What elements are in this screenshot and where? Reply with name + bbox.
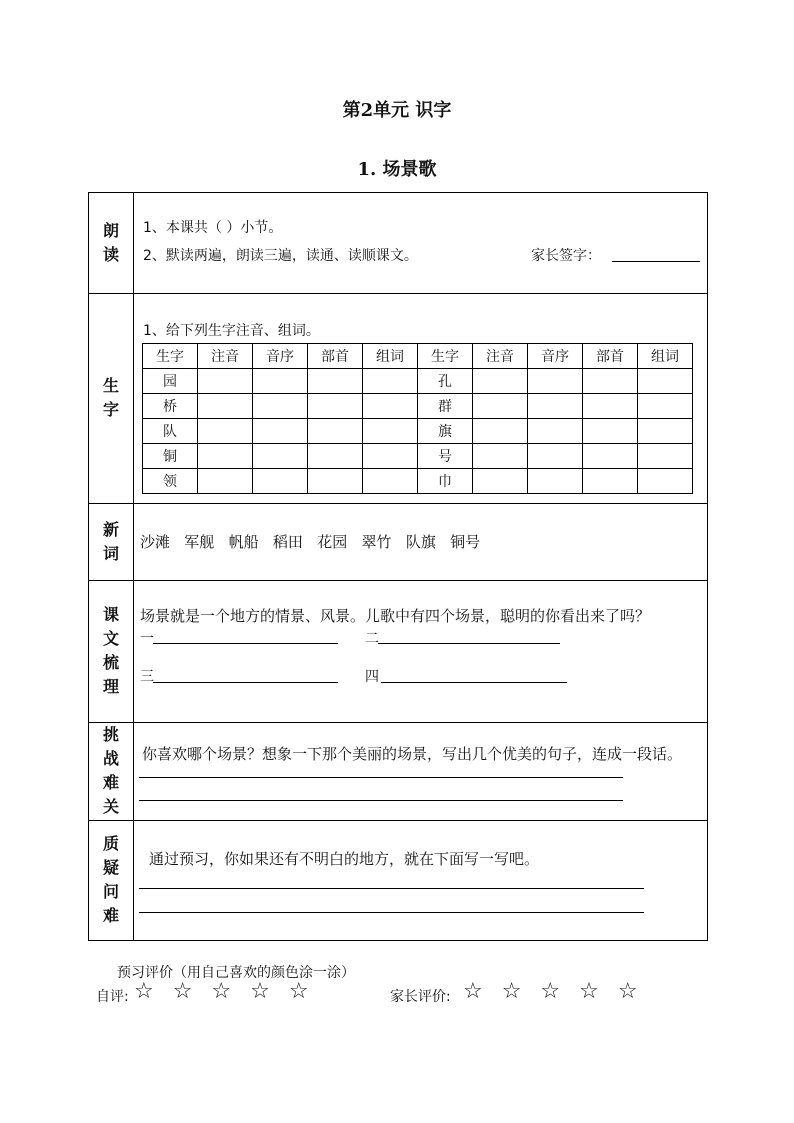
initial-cell[interactable] [253,469,308,494]
header-cell: 组词 [638,344,693,369]
characters-grid [142,343,693,494]
header-cell: 音序 [253,344,308,369]
scene-blank-2[interactable] [378,643,560,644]
header-cell: 部首 [308,344,363,369]
initial-cell[interactable] [528,369,583,394]
pinyin-cell[interactable] [473,419,528,444]
reading-line-1: 1、本课共（ ）小节。 [143,220,283,236]
word-cell[interactable] [363,419,418,444]
radical-cell[interactable] [583,394,638,419]
initial-cell[interactable] [253,419,308,444]
parent-signature-field[interactable] [612,261,700,262]
doubts-answer-line-1[interactable] [139,888,644,889]
word-cell[interactable] [363,369,418,394]
reading-label: 朗 读 [89,193,134,293]
doubts-prompt: 通过预习，你如果还有不明白的地方，就在下面写一写吧。 [149,850,540,868]
radical-cell[interactable] [308,394,363,419]
radical-cell[interactable] [583,369,638,394]
challenge-label: 挑 战 难 关 [89,722,134,820]
doubts-answer-line-2[interactable] [139,912,644,913]
character-cell: 号 [418,444,473,469]
word-cell[interactable] [638,469,693,494]
pinyin-cell[interactable] [198,444,253,469]
characters-instruction: 1、给下列生字注音、组词。 [143,323,320,339]
character-cell: 孔 [418,369,473,394]
header-cell: 生字 [143,344,198,369]
new-words-list: 沙滩 军舰 帆船 稻田 花园 翠竹 队旗 铜号 [140,533,481,551]
evaluation-title: 预习评价（用自己喜欢的颜色涂一涂） [117,965,355,981]
character-cell: 巾 [418,469,473,494]
radical-cell[interactable] [308,444,363,469]
text-outline-question: 场景就是一个地方的情景、风景。儿歌中有四个场景，聪明的你看出来了吗？ [140,607,651,625]
challenge-question: 你喜欢哪个场景？想象一下那个美丽的场景，写出几个优美的句子，连成一段话。 [142,745,683,763]
scene-blank-2-label: 二 [365,631,379,647]
character-cell: 旗 [418,419,473,444]
header-cell: 注音 [473,344,528,369]
pinyin-cell[interactable] [473,394,528,419]
initial-cell[interactable] [253,394,308,419]
scene-blank-4[interactable] [381,682,567,683]
reading-section [89,193,707,294]
character-cell: 园 [143,369,198,394]
reading-line-2: 2、默读两遍，朗读三遍，读通、读顺课文。 [143,248,418,264]
initial-cell[interactable] [528,469,583,494]
pinyin-cell[interactable] [198,394,253,419]
character-cell: 桥 [143,394,198,419]
scene-blank-3-label: 三 [140,669,154,685]
word-cell[interactable] [638,419,693,444]
header-cell: 生字 [418,344,473,369]
word-cell[interactable] [638,444,693,469]
table-row [143,444,693,469]
table-row [143,419,693,444]
character-cell: 队 [143,419,198,444]
word-cell[interactable] [363,469,418,494]
radical-cell[interactable] [308,369,363,394]
pinyin-cell[interactable] [473,469,528,494]
challenge-answer-line-2[interactable] [139,800,623,801]
characters-grid-header [143,344,693,369]
initial-cell[interactable] [528,394,583,419]
unit-title: 第2单元 识字 [342,100,452,121]
character-cell: 铜 [143,444,198,469]
self-evaluation-stars[interactable]: ☆ ☆ ☆ ☆ ☆ [134,979,315,1004]
pinyin-cell[interactable] [198,469,253,494]
parent-evaluation-stars[interactable]: ☆ ☆ ☆ ☆ ☆ [463,979,644,1004]
challenge-section [89,722,707,821]
scene-blank-1-label: 一 [140,631,154,647]
word-cell[interactable] [638,369,693,394]
word-cell[interactable] [638,394,693,419]
scene-blank-4-label: 四 [365,669,379,685]
radical-cell[interactable] [308,469,363,494]
radical-cell[interactable] [583,444,638,469]
header-cell: 组词 [363,344,418,369]
characters-label: 生 字 [89,293,134,503]
initial-cell[interactable] [253,444,308,469]
character-cell: 群 [418,394,473,419]
text-outline-section [89,580,707,723]
parent-signature-label: 家长签字： [531,248,601,264]
radical-cell[interactable] [583,419,638,444]
header-cell: 部首 [583,344,638,369]
scene-blank-1[interactable] [153,643,338,644]
pinyin-cell[interactable] [473,369,528,394]
word-cell[interactable] [363,394,418,419]
new-words-section [89,503,707,581]
table-row [143,369,693,394]
radical-cell[interactable] [308,419,363,444]
lesson-title: 1. 场景歌 [357,159,437,180]
radical-cell[interactable] [583,469,638,494]
initial-cell[interactable] [528,419,583,444]
new-words-label: 新 词 [89,503,134,580]
character-cell: 领 [143,469,198,494]
doubts-section [89,820,707,940]
text-outline-label: 课 文 梳 理 [89,580,134,722]
worksheet-table [88,192,708,941]
self-evaluation-label: 自评: [96,989,129,1005]
header-cell: 注音 [198,344,253,369]
table-row [143,469,693,494]
pinyin-cell[interactable] [198,369,253,394]
pinyin-cell[interactable] [198,419,253,444]
parent-evaluation-label: 家长评价: [390,989,451,1005]
word-cell[interactable] [363,444,418,469]
pinyin-cell[interactable] [473,444,528,469]
initial-cell[interactable] [528,444,583,469]
scene-blank-3[interactable] [153,682,338,683]
initial-cell[interactable] [253,369,308,394]
challenge-answer-line-1[interactable] [139,777,623,778]
doubts-label: 质 疑 问 难 [89,820,134,940]
table-row [143,394,693,419]
header-cell: 音序 [528,344,583,369]
